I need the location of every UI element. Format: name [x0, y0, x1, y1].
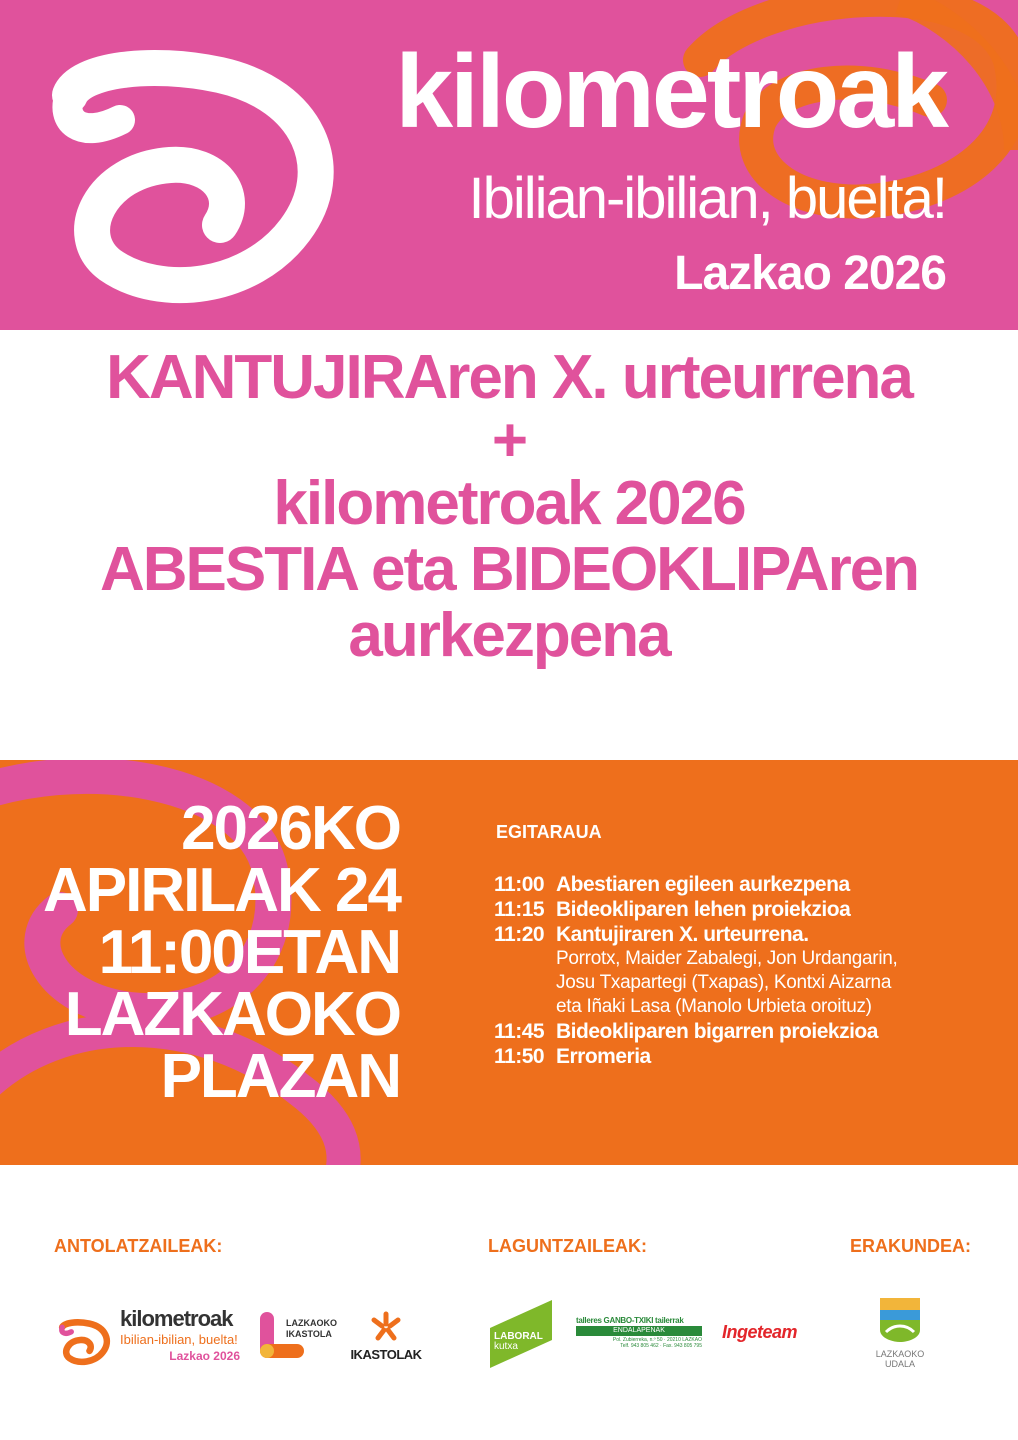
program-detail-line: Josu Txapartegi (Txapas), Kontxi Aizarna — [556, 972, 892, 993]
program-time: 11:15 — [494, 898, 545, 921]
program-text: Bideokliparen lehen proiekzioa — [556, 898, 851, 921]
program-title: EGITARAUA — [496, 822, 602, 842]
date-line-4: LAZKAOKO — [64, 980, 400, 1049]
program-text: Kantujiraren X. urteurrena. — [556, 923, 809, 946]
km-logo-subtitle: Ibilian-ibilian, buelta! — [120, 1332, 238, 1347]
ganbo-line-1: talleres GANBO-TXIKI tailerrak — [576, 1316, 684, 1325]
ganbo-txiki-logo — [576, 1316, 702, 1352]
program-list — [494, 872, 964, 1069]
headline-line-3: ABESTIA eta BIDEOKLIPAren — [99, 535, 919, 604]
kilometroak-logo — [54, 1306, 244, 1376]
lazkaoko-ikastola-logo — [256, 1310, 346, 1362]
kilometroak-mini-icon — [54, 1310, 114, 1370]
ganbo-line-2: ENDALAPENAK — [576, 1326, 702, 1336]
udala-line-1: LAZKAOKO — [875, 1349, 925, 1359]
headline-line-2: kilometroak 2026 — [273, 469, 745, 538]
headline-line-1: KANTUJIRAren X. urteurrena — [106, 343, 912, 412]
brand-year: Lazkao 2026 — [674, 247, 946, 300]
ganbo-line-4: Telf. 943 805 462 · Fax. 943 805 795 — [620, 1343, 702, 1349]
program-item — [494, 872, 964, 897]
kilometroak-logo-icon — [40, 0, 340, 330]
program-time: 11:50 — [494, 1045, 545, 1068]
program-detail-line: eta Iñaki Lasa (Manolo Urbieta oroituz) — [556, 996, 872, 1017]
laboral-sub: kutxa — [494, 1341, 518, 1352]
ikastola-line-1: LAZKAOKO — [286, 1318, 337, 1328]
km-logo-title: kilometroak — [120, 1306, 233, 1331]
program-time: 11:00 — [494, 873, 545, 896]
brand-subtitle: Ibilian-ibilian, buelta! — [468, 166, 946, 231]
ikastolak-text: IKASTOLAK — [350, 1347, 422, 1362]
date-line-2: APIRILAK 24 — [43, 856, 400, 925]
program-text: Bideokliparen bigarren proiekzioa — [556, 1020, 878, 1043]
header-banner — [0, 0, 1018, 330]
headline-plus: + — [491, 406, 527, 475]
program-item — [494, 897, 964, 922]
collaborators-label: LAGUNTZAILEAK: — [488, 1236, 647, 1256]
ingeteam-logo: Ingeteam — [722, 1322, 798, 1342]
info-band — [0, 760, 1018, 1165]
headline-line-4: aurkezpena — [348, 601, 670, 670]
ikastolak-star-icon — [368, 1310, 404, 1342]
program-item — [494, 1019, 964, 1044]
date-line-1: 2026KO — [181, 794, 400, 863]
program-item — [494, 1044, 964, 1069]
udala-line-2: UDALA — [884, 1359, 915, 1369]
ikastola-line-2: IKASTOLA — [286, 1329, 332, 1339]
program-text: Erromeria — [556, 1045, 651, 1068]
km-logo-year: Lazkao 2026 — [169, 1349, 240, 1363]
program-item — [494, 922, 964, 947]
program-detail-line: Porrotx, Maider Zabalegi, Jon Urdangarin, — [556, 948, 898, 969]
udala-shield-icon — [878, 1296, 922, 1344]
date-block — [43, 794, 400, 1111]
program-time: 11:45 — [494, 1020, 545, 1043]
laboral-name: LABORAL — [494, 1331, 543, 1342]
ganbo-line-3: Pol. Zubierreka, n.º 50 · 20210 LAZKAO — [612, 1337, 702, 1343]
laboral-kutxa-logo — [490, 1300, 552, 1368]
date-line-3: 11:00ETAN — [98, 918, 400, 987]
event-headline — [0, 345, 1018, 669]
institution-label: ERAKUNDEA: — [850, 1236, 971, 1256]
lazkaoko-udala-logo — [868, 1296, 932, 1372]
brand-title: kilometroak — [395, 34, 946, 150]
program-text: Abestiaren egileen aurkezpena — [556, 873, 850, 896]
date-line-5: PLAZAN — [160, 1042, 400, 1111]
program-time: 11:20 — [494, 923, 545, 946]
ikastolak-logo — [346, 1310, 426, 1366]
organizers-label: ANTOLATZAILEAK: — [54, 1236, 223, 1256]
